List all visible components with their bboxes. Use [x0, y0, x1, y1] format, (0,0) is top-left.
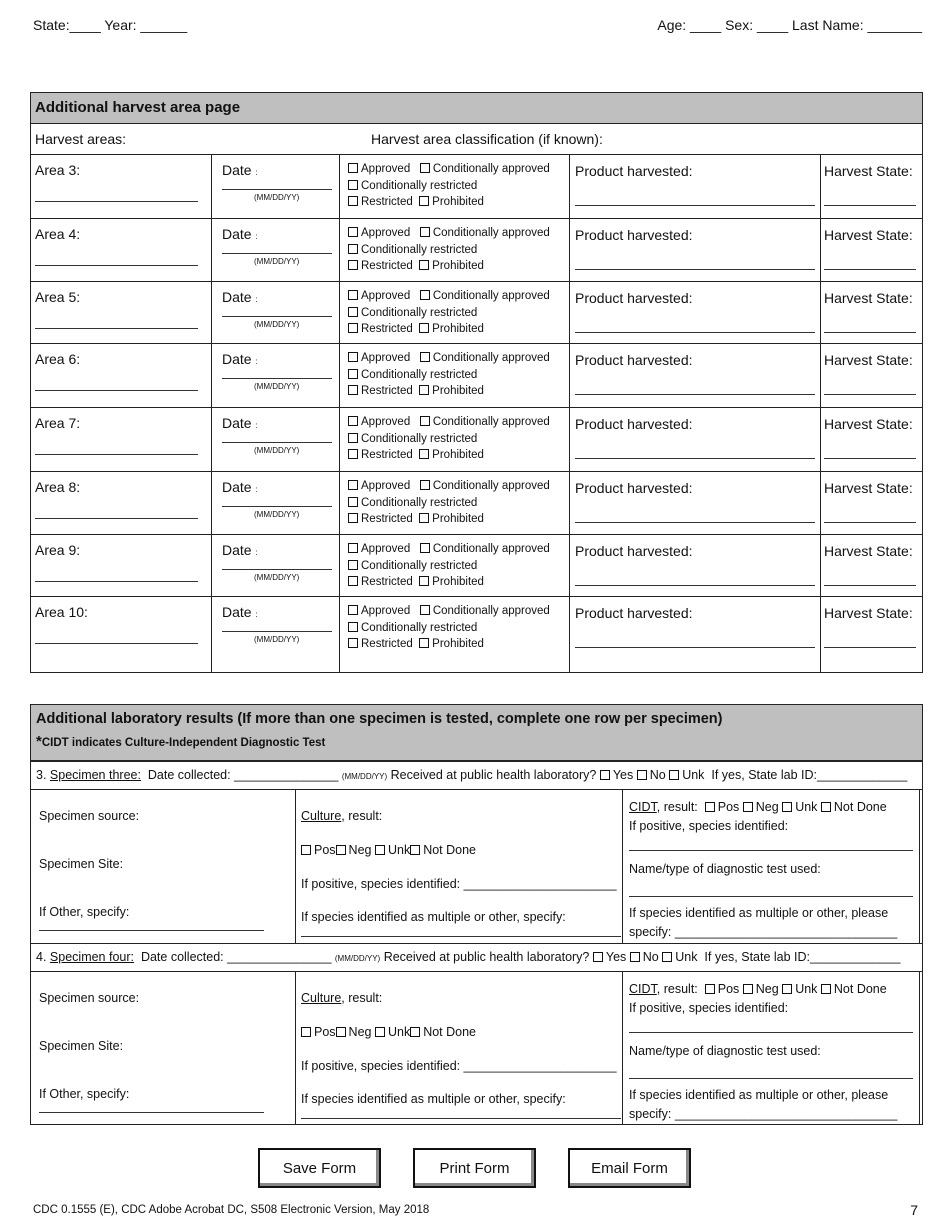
cidt-multiple-label: If species identified as multiple or other, please [629, 906, 889, 920]
prohibited-label: Prohibited [432, 513, 484, 525]
page-number: 7 [910, 1202, 918, 1218]
area-name-field[interactable] [35, 201, 198, 202]
state-lab-id-field[interactable]: If yes, State lab ID:_____________ [704, 950, 901, 964]
restricted-checkbox[interactable] [348, 576, 358, 586]
product-harvested-field[interactable] [575, 647, 815, 648]
multiple-label: If species identified as multiple or other, specify: [301, 1092, 566, 1106]
date-colon: : [255, 232, 258, 241]
product-harvested-label: Product harvested: [575, 227, 693, 243]
culture-label: Culture [301, 991, 342, 1005]
received-unk-checkbox[interactable] [662, 952, 672, 962]
unk-label: Unk [682, 768, 705, 782]
no-label: No [649, 768, 666, 782]
harvest-area-row [31, 154, 922, 218]
harvest-table [30, 92, 923, 673]
product-harvested-label: Product harvested: [575, 480, 693, 496]
prohibited-label: Prohibited [432, 449, 484, 461]
approved-checkbox[interactable] [348, 543, 358, 553]
conditionally-restricted-label: Conditionally restricted [361, 559, 478, 572]
test-used-field[interactable] [629, 896, 913, 897]
neg-label: Neg [755, 982, 779, 996]
culture-neg-checkbox[interactable] [336, 1027, 346, 1037]
test-used-label: Name/type of diagnostic test used: [629, 862, 821, 876]
cidt-species-field[interactable] [629, 850, 913, 851]
harvest-area-row [31, 343, 922, 407]
if-other-label: If Other, specify: [39, 1087, 130, 1101]
approved-checkbox[interactable] [348, 290, 358, 300]
conditionally-approved-checkbox[interactable] [420, 227, 430, 237]
yes-label: Yes [605, 950, 627, 964]
area-label: Area 3: [35, 162, 81, 178]
harvest-area-row [31, 281, 922, 343]
date-field[interactable] [222, 253, 332, 254]
date-format: (MM/DD/YY) [254, 446, 300, 455]
unk-label: Unk [387, 1025, 411, 1039]
multiple-specify-field[interactable] [301, 1118, 621, 1119]
pos-label: Pos [717, 982, 740, 996]
product-harvested-label: Product harvested: [575, 352, 693, 368]
specimen-header-row [31, 761, 922, 789]
harvest-state-label: Harvest State: [824, 290, 913, 306]
cidt-neg-checkbox[interactable] [743, 802, 753, 812]
culture-unk-checkbox[interactable] [375, 845, 385, 855]
conditionally-approved-checkbox[interactable] [420, 352, 430, 362]
date-label: Date [222, 415, 252, 431]
restricted-label: Restricted [361, 323, 413, 335]
product-harvested-field[interactable] [575, 332, 815, 333]
header-age-sex-name: Age: ____ Sex: ____ Last Name: _______ [657, 17, 922, 33]
date-colon: : [255, 421, 258, 430]
conditionally-approved-label: Conditionally approved [432, 480, 550, 492]
prohibited-label: Prohibited [432, 576, 484, 588]
restricted-label: Restricted [361, 513, 413, 525]
approved-label: Approved [361, 543, 411, 555]
culture-neg-checkbox[interactable] [336, 845, 346, 855]
pos-label: Pos [717, 800, 740, 814]
not-done-label: Not Done [423, 1025, 477, 1039]
conditionally-approved-label: Conditionally approved [432, 605, 550, 617]
specimen-name: Specimen four: [49, 950, 134, 964]
date-label: Date [222, 162, 252, 178]
specimen-header-row [31, 943, 922, 971]
received-no-checkbox[interactable] [630, 952, 640, 962]
restricted-label: Restricted [361, 385, 413, 397]
neg-label: Neg [348, 843, 372, 857]
approved-checkbox[interactable] [348, 605, 358, 615]
area-label: Area 7: [35, 415, 81, 431]
restricted-checkbox[interactable] [348, 638, 358, 648]
no-label: No [642, 950, 659, 964]
product-harvested-label: Product harvested: [575, 163, 693, 179]
area-name-field[interactable] [35, 390, 198, 391]
if-positive-label: If positive, species identified: ______________________ [301, 1059, 617, 1073]
approved-label: Approved [361, 227, 411, 239]
restricted-label: Restricted [361, 638, 413, 650]
harvest-state-label: Harvest State: [824, 543, 913, 559]
footer-text: CDC 0.1555 (E), CDC Adobe Acrobat DC, S508 Electronic Version, May 2018 [33, 1204, 430, 1216]
product-harvested-label: Product harvested: [575, 543, 693, 559]
area-name-field[interactable] [35, 518, 198, 519]
date-collected-label: Date collected: [140, 950, 224, 964]
harvest-state-label: Harvest State: [824, 416, 913, 432]
prohibited-checkbox[interactable] [419, 513, 429, 523]
harvest-area-row [31, 218, 922, 281]
product-harvested-field[interactable] [575, 458, 815, 459]
area-label: Area 4: [35, 226, 81, 242]
product-harvested-label: Product harvested: [575, 290, 693, 306]
product-harvested-field[interactable] [575, 394, 815, 395]
note-star: * [36, 733, 42, 750]
approved-label: Approved [361, 605, 411, 617]
prohibited-checkbox[interactable] [419, 638, 429, 648]
cidt-species-field[interactable] [629, 1032, 913, 1033]
cidt-not-done-checkbox[interactable] [821, 984, 831, 994]
harvest-state-field[interactable] [824, 458, 916, 459]
date-format: (MM/DD/YY) [254, 382, 300, 391]
harvest-area-row [31, 534, 922, 596]
harvest-state-label: Harvest State: [824, 605, 913, 621]
conditionally-restricted-checkbox[interactable] [348, 433, 358, 443]
approved-checkbox[interactable] [348, 416, 358, 426]
classification-label: Harvest area classification (if known): [371, 131, 603, 147]
restricted-checkbox[interactable] [348, 385, 358, 395]
approved-checkbox[interactable] [348, 227, 358, 237]
restricted-checkbox[interactable] [348, 513, 358, 523]
cidt-label: CIDT [629, 800, 657, 814]
date-field[interactable] [222, 442, 332, 443]
area-name-field[interactable] [35, 328, 198, 329]
date-colon: : [255, 485, 258, 494]
culture-label: Culture [301, 809, 342, 823]
pos-label: Pos [314, 1025, 336, 1039]
date-format: (MM/DD/YY) [254, 320, 300, 329]
culture-unk-checkbox[interactable] [375, 1027, 385, 1037]
product-harvested-field[interactable] [575, 585, 815, 586]
received-question: Received at public health laboratory? [390, 768, 597, 782]
test-used-label: Name/type of diagnostic test used: [629, 1044, 821, 1058]
product-harvested-field[interactable] [575, 522, 815, 523]
lab-table [30, 704, 923, 1125]
date-format: (MM/DD/YY) [254, 635, 300, 644]
date-format: (MM/DD/YY) [254, 257, 300, 266]
unk-label: Unk [675, 950, 698, 964]
cidt-note: CIDT indicates Culture-Independent Diagnostic Test [41, 737, 326, 749]
neg-label: Neg [348, 1025, 372, 1039]
harvest-state-field[interactable] [824, 394, 916, 395]
lab-title: Additional laboratory results (If more than one specimen is tested, complete one row per specimen) [36, 711, 723, 727]
restricted-checkbox[interactable] [348, 449, 358, 459]
harvest-state-label: Harvest State: [824, 352, 913, 368]
harvest-state-label: Harvest State: [824, 227, 913, 243]
conditionally-restricted-label: Conditionally restricted [361, 179, 478, 192]
cidt-label: CIDT [629, 982, 657, 996]
harvest-state-field[interactable] [824, 585, 916, 586]
area-label: Area 9: [35, 542, 81, 558]
area-label: Area 8: [35, 479, 81, 495]
conditionally-restricted-label: Conditionally restricted [361, 496, 478, 509]
other-specify-field[interactable] [39, 930, 264, 931]
harvest-title: Additional harvest area page [31, 93, 922, 124]
state-lab-id-field[interactable]: If yes, State lab ID:_____________ [711, 768, 908, 782]
specimen-number: 3. [36, 768, 47, 782]
date-format: (MM/DD/YY) [254, 510, 300, 519]
culture-result-label: , result: [341, 991, 383, 1005]
date-field[interactable] [222, 316, 332, 317]
conditionally-restricted-label: Conditionally restricted [361, 243, 478, 256]
cidt-result-label: , result: [656, 800, 698, 814]
cidt-pos-checkbox[interactable] [705, 802, 715, 812]
harvest-state-field[interactable] [824, 332, 916, 333]
date-label: Date [222, 604, 252, 620]
date-colon: : [255, 548, 258, 557]
prohibited-checkbox[interactable] [419, 576, 429, 586]
date-colon: : [255, 610, 258, 619]
cidt-specify-field[interactable]: specify: ________________________________ [629, 1107, 898, 1121]
prohibited-checkbox[interactable] [419, 323, 429, 333]
harvest-area-row [31, 596, 922, 673]
prohibited-checkbox[interactable] [419, 260, 429, 270]
restricted-label: Restricted [361, 260, 413, 272]
conditionally-approved-checkbox[interactable] [420, 480, 430, 490]
unk-label: Unk [387, 843, 411, 857]
conditionally-restricted-label: Conditionally restricted [361, 621, 478, 634]
received-yes-checkbox[interactable] [600, 770, 610, 780]
save-form-button[interactable]: Save Form [258, 1148, 381, 1188]
received-question: Received at public health laboratory? [383, 950, 590, 964]
date-collected-label: Date collected: [147, 768, 231, 782]
unk-label: Unk [795, 800, 818, 814]
product-harvested-field[interactable] [575, 269, 815, 270]
date-label: Date [222, 226, 252, 242]
restricted-checkbox[interactable] [348, 260, 358, 270]
approved-label: Approved [361, 290, 411, 302]
multiple-specify-field[interactable] [301, 936, 621, 937]
received-unk-checkbox[interactable] [669, 770, 679, 780]
harvest-state-label: Harvest State: [824, 163, 913, 179]
header-state-year: State:____ Year: ______ [33, 17, 188, 33]
cidt-specify-field[interactable]: specify: ________________________________ [629, 925, 898, 939]
product-harvested-field[interactable] [575, 205, 815, 206]
conditionally-approved-label: Conditionally approved [432, 290, 550, 302]
harvest-state-label: Harvest State: [824, 480, 913, 496]
culture-result-label: , result: [341, 809, 383, 823]
specimen-source-label: Specimen source: [39, 809, 140, 823]
culture-pos-checkbox[interactable] [301, 845, 311, 855]
date-field[interactable] [222, 378, 332, 379]
date-label: Date [222, 289, 252, 305]
neg-label: Neg [755, 800, 779, 814]
multiple-label: If species identified as multiple or other, specify: [301, 910, 566, 924]
area-name-field[interactable] [35, 454, 198, 455]
conditionally-approved-checkbox[interactable] [420, 290, 430, 300]
date-format: (MM/DD/YY) [341, 772, 388, 781]
specimen-site-label: Specimen Site: [39, 1039, 124, 1053]
conditionally-restricted-checkbox[interactable] [348, 622, 358, 632]
restricted-checkbox[interactable] [348, 323, 358, 333]
restricted-label: Restricted [361, 449, 413, 461]
conditionally-approved-label: Conditionally approved [432, 543, 550, 555]
not-done-label: Not Done [833, 982, 887, 996]
date-format: (MM/DD/YY) [254, 193, 300, 202]
area-name-field[interactable] [35, 581, 198, 582]
pos-label: Pos [314, 843, 336, 857]
received-no-checkbox[interactable] [637, 770, 647, 780]
approved-checkbox[interactable] [348, 163, 358, 173]
cidt-result-label: , result: [656, 982, 698, 996]
conditionally-approved-label: Conditionally approved [432, 416, 550, 428]
date-colon: : [255, 168, 258, 177]
area-label: Area 6: [35, 351, 81, 367]
restricted-checkbox[interactable] [348, 196, 358, 206]
prohibited-label: Prohibited [432, 323, 484, 335]
cidt-unk-checkbox[interactable] [782, 984, 792, 994]
specimen-detail-row [31, 789, 922, 943]
product-harvested-label: Product harvested: [575, 416, 693, 432]
not-done-label: Not Done [423, 843, 477, 857]
approved-checkbox[interactable] [348, 352, 358, 362]
harvest-state-field[interactable] [824, 647, 916, 648]
approved-label: Approved [361, 480, 411, 492]
date-field[interactable] [222, 631, 332, 632]
date-collected-field[interactable]: _______________ [234, 768, 339, 782]
approved-checkbox[interactable] [348, 480, 358, 490]
harvest-areas-label: Harvest areas: [35, 131, 127, 147]
if-positive-label: If positive, species identified: ______________________ [301, 877, 617, 891]
cidt-positive-label: If positive, species identified: [629, 819, 789, 833]
date-label: Date [222, 479, 252, 495]
culture-not-done-checkbox[interactable] [410, 845, 420, 855]
date-collected-field[interactable]: _______________ [227, 950, 332, 964]
conditionally-restricted-checkbox[interactable] [348, 497, 358, 507]
prohibited-label: Prohibited [432, 385, 484, 397]
cidt-unk-checkbox[interactable] [782, 802, 792, 812]
yes-label: Yes [612, 768, 634, 782]
conditionally-approved-label: Conditionally approved [432, 227, 550, 239]
print-form-button[interactable]: Print Form [413, 1148, 536, 1188]
date-label: Date [222, 351, 252, 367]
specimen-detail-row [31, 971, 922, 1125]
conditionally-restricted-label: Conditionally restricted [361, 432, 478, 445]
date-field[interactable] [222, 569, 332, 570]
approved-label: Approved [361, 352, 411, 364]
email-form-button[interactable]: Email Form [568, 1148, 691, 1188]
area-name-field[interactable] [35, 643, 198, 644]
area-name-field[interactable] [35, 265, 198, 266]
other-specify-field[interactable] [39, 1112, 264, 1113]
conditionally-restricted-checkbox[interactable] [348, 180, 358, 190]
conditionally-restricted-label: Conditionally restricted [361, 306, 478, 319]
prohibited-checkbox[interactable] [419, 449, 429, 459]
harvest-area-row [31, 407, 922, 471]
specimen-name: Specimen three: [49, 768, 141, 782]
harvest-state-field[interactable] [824, 269, 916, 270]
approved-label: Approved [361, 163, 411, 175]
if-other-label: If Other, specify: [39, 905, 130, 919]
test-used-field[interactable] [629, 1078, 913, 1079]
specimen-source-label: Specimen source: [39, 991, 140, 1005]
conditionally-restricted-checkbox[interactable] [348, 307, 358, 317]
conditionally-approved-checkbox[interactable] [420, 605, 430, 615]
prohibited-label: Prohibited [432, 260, 484, 272]
date-colon: : [255, 295, 258, 304]
date-field[interactable] [222, 189, 332, 190]
unk-label: Unk [795, 982, 818, 996]
harvest-state-field[interactable] [824, 205, 916, 206]
specimen-site-label: Specimen Site: [39, 857, 124, 871]
conditionally-restricted-checkbox[interactable] [348, 369, 358, 379]
approved-label: Approved [361, 416, 411, 428]
culture-not-done-checkbox[interactable] [410, 1027, 420, 1037]
harvest-state-field[interactable] [824, 522, 916, 523]
specimen-number: 4. [36, 950, 47, 964]
conditionally-restricted-checkbox[interactable] [348, 244, 358, 254]
cidt-not-done-checkbox[interactable] [821, 802, 831, 812]
cidt-positive-label: If positive, species identified: [629, 1001, 789, 1015]
conditionally-restricted-checkbox[interactable] [348, 560, 358, 570]
product-harvested-label: Product harvested: [575, 605, 693, 621]
conditionally-approved-label: Conditionally approved [432, 163, 550, 175]
restricted-label: Restricted [361, 196, 413, 208]
conditionally-restricted-label: Conditionally restricted [361, 368, 478, 381]
area-label: Area 5: [35, 289, 81, 305]
cidt-neg-checkbox[interactable] [743, 984, 753, 994]
prohibited-checkbox[interactable] [419, 196, 429, 206]
area-label: Area 10: [35, 604, 88, 620]
date-format: (MM/DD/YY) [334, 954, 381, 963]
harvest-area-row [31, 471, 922, 534]
received-yes-checkbox[interactable] [593, 952, 603, 962]
not-done-label: Not Done [833, 800, 887, 814]
conditionally-approved-checkbox[interactable] [420, 163, 430, 173]
date-colon: : [255, 357, 258, 366]
prohibited-label: Prohibited [432, 638, 484, 650]
conditionally-approved-checkbox[interactable] [420, 543, 430, 553]
date-field[interactable] [222, 506, 332, 507]
prohibited-checkbox[interactable] [419, 385, 429, 395]
cidt-multiple-label: If species identified as multiple or other, please [629, 1088, 889, 1102]
cidt-pos-checkbox[interactable] [705, 984, 715, 994]
conditionally-approved-checkbox[interactable] [420, 416, 430, 426]
culture-pos-checkbox[interactable] [301, 1027, 311, 1037]
prohibited-label: Prohibited [432, 196, 484, 208]
date-label: Date [222, 542, 252, 558]
conditionally-approved-label: Conditionally approved [432, 352, 550, 364]
date-format: (MM/DD/YY) [254, 573, 300, 582]
restricted-label: Restricted [361, 576, 413, 588]
